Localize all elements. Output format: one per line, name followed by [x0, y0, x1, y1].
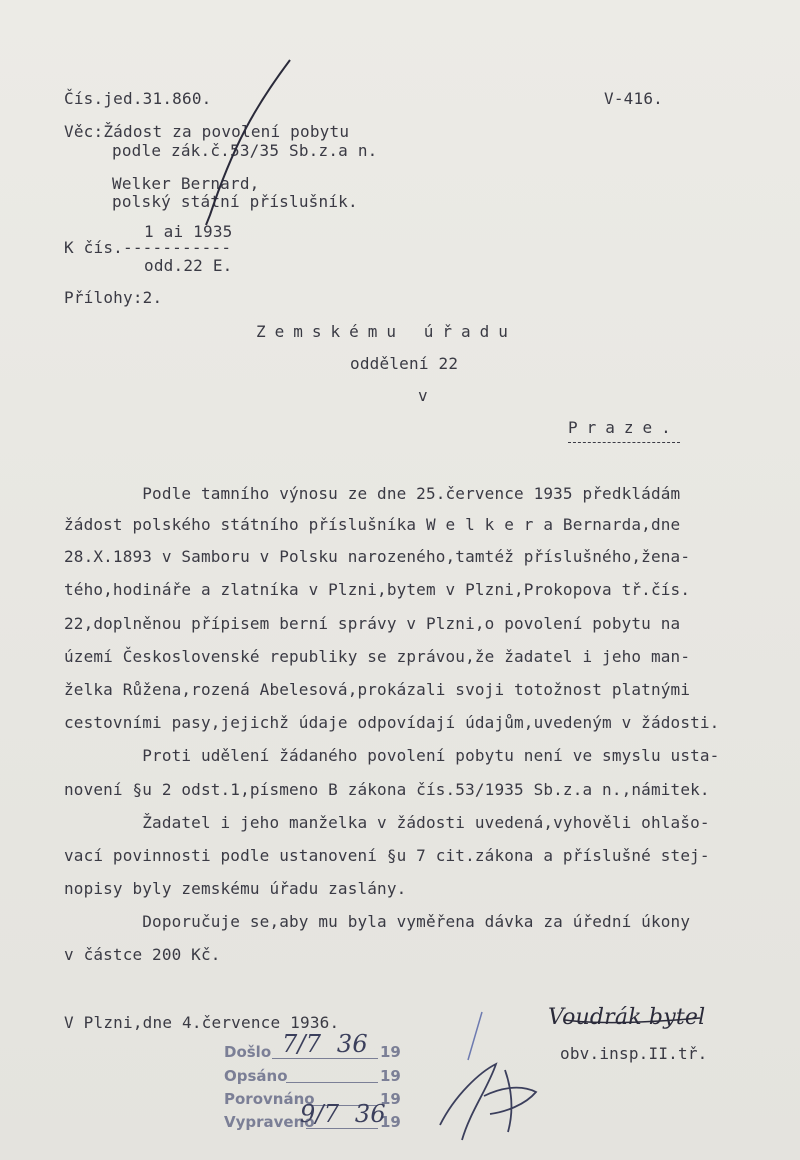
- initials-scribble: [440, 1064, 536, 1140]
- attachments-line: Přílohy:2.: [64, 288, 163, 307]
- body-line: nopisy byly zemskému úřadu zaslány.: [64, 879, 407, 898]
- reference-number: Čís.jed.31.860.: [64, 89, 212, 108]
- body-line: vací povinnosti podle ustanovení §u 7 cit.zákona a příslušné stej-: [64, 846, 710, 865]
- pencil-tick: [468, 1012, 482, 1060]
- stamp-year-doslo: 19: [380, 1043, 401, 1061]
- department-line: odd.22 E.: [144, 256, 233, 275]
- stamp-label-doslo: Došlo: [224, 1043, 272, 1061]
- body-line: Žadatel i jeho manželka v žádosti uvedená,vyhověli ohlašo-: [64, 813, 710, 832]
- body-line: žádost polského státního příslušníka W e l k e r a Bernarda,dne: [64, 515, 681, 534]
- body-line: Podle tamního výnosu ze dne 25.července 1935 předkládám: [64, 484, 681, 503]
- stamp-label-porovnano: Porovnáno: [224, 1090, 315, 1108]
- body-line: 22,doplněnou přípisem berní správy v Plzni,o povolení pobytu na: [64, 614, 681, 633]
- body-line: cestovními pasy,jejichž údaje odpovídají údajům,uvedeným v žádosti.: [64, 713, 720, 732]
- addressee-office: Zemskému úřadu: [256, 322, 517, 341]
- addressee-preposition: v: [418, 386, 428, 405]
- body-line: Proti udělení žádaného povolení pobytu není ve smyslu usta-: [64, 746, 720, 765]
- stamp-year-vypraveno: 19: [380, 1113, 401, 1131]
- date-line: 1 ai 1935: [144, 222, 233, 241]
- stamp-label-vypraveno: Vypraveno: [224, 1113, 315, 1131]
- k-cis-line: K čís.-----------: [64, 238, 232, 257]
- handwritten-date-sent: 9/7 36: [300, 1100, 386, 1128]
- body-line: tého,hodináře a zlatníka v Plzni,bytem v Plzni,Prokopova tř.čís.: [64, 580, 691, 599]
- handwritten-signature: Voudrák bytel: [548, 1005, 706, 1030]
- body-line: Doporučuje se,aby mu byla vyměřena dávka za úřední úkony: [64, 912, 691, 931]
- stamp-label-opsano: Opsáno: [224, 1067, 288, 1085]
- stamp-year-porovnano: 19: [380, 1090, 401, 1108]
- body-line: v částce 200 Kč.: [64, 945, 221, 964]
- signer-title: obv.insp.II.tř.: [560, 1044, 708, 1063]
- body-line: želka Růžena,rozená Abelesová,prokázali svoji totožnost platnými: [64, 680, 691, 699]
- addressee-division: oddělení 22: [350, 354, 459, 373]
- place-date: V Plzni,dne 4.července 1936.: [64, 1013, 340, 1032]
- document-code: V-416.: [604, 89, 663, 108]
- handwritten-date-received: 7/7 36: [282, 1030, 368, 1058]
- body-line: území Československé republiky se zprávou,že žadatel i jeho man-: [64, 647, 691, 666]
- person-status: polský státní příslušník.: [112, 192, 358, 211]
- body-line: 28.X.1893 v Samboru v Polsku narozeného,tamtéž příslušného,žena-: [64, 547, 691, 566]
- stamp-year-opsano: 19: [380, 1067, 401, 1085]
- signature-underline: [565, 1018, 700, 1023]
- subject-line-2: podle zák.č.53/35 Sb.z.a n.: [112, 141, 378, 160]
- subject-line-1: Věc:Žádost za povolení pobytu: [64, 122, 350, 141]
- diagonal-pen-stroke: [206, 60, 290, 225]
- person-name: Welker Bernard,: [112, 174, 260, 193]
- addressee-city: Praze.: [568, 418, 680, 443]
- body-line: novení §u 2 odst.1,písmeno B zákona čís.53/1935 Sb.z.a n.,námitek.: [64, 780, 710, 799]
